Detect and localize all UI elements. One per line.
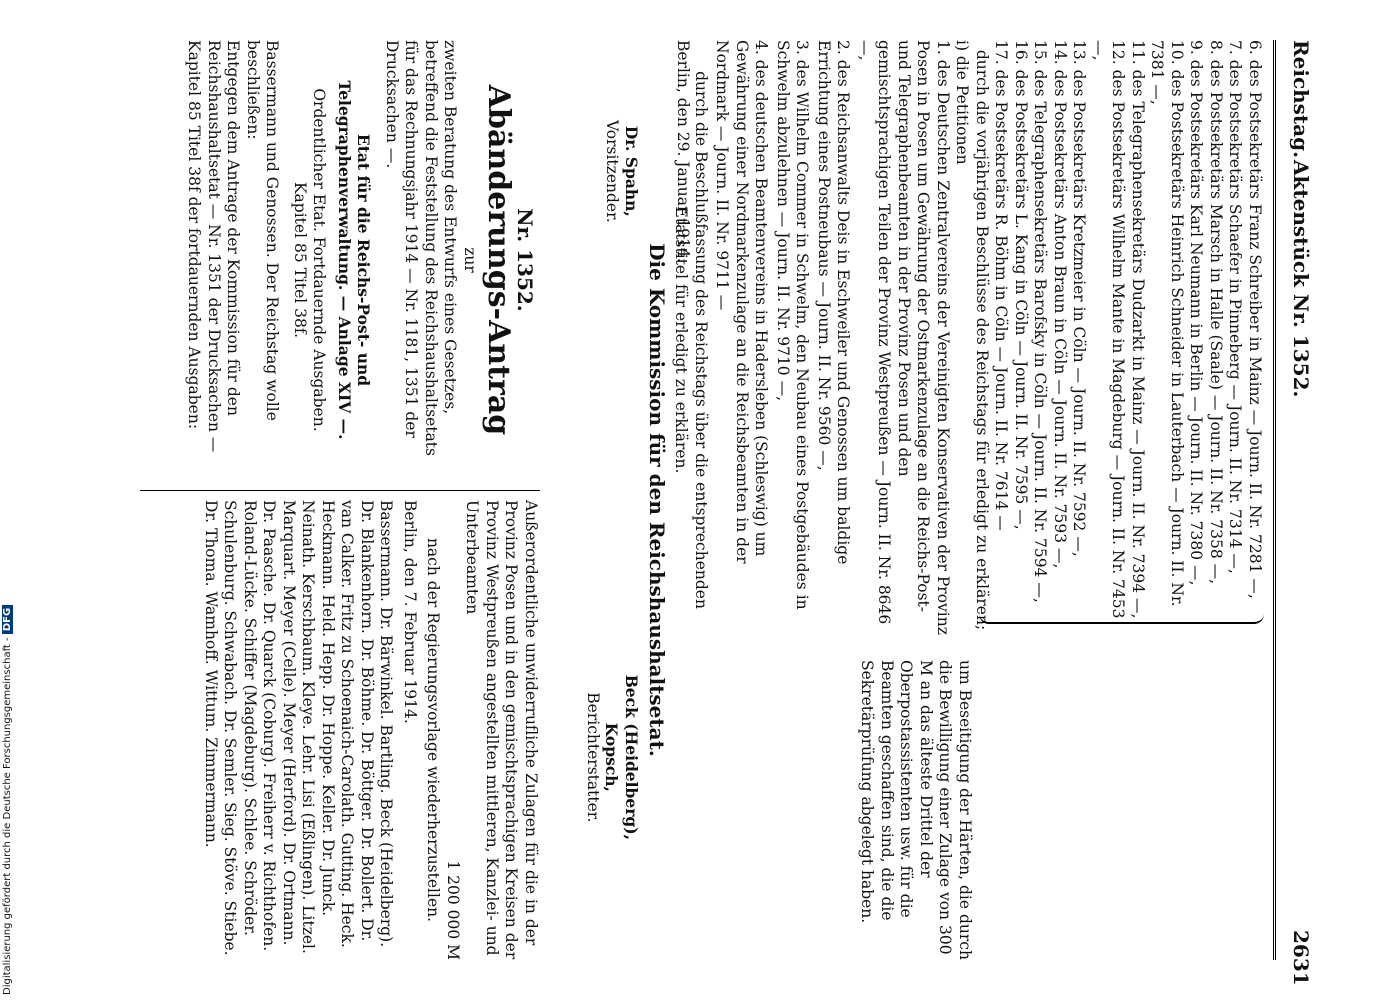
document-number: Nr. 1352. (513, 208, 537, 312)
reporter-name: Beck (Heidelberg), (622, 674, 641, 840)
kapitel-heading: Kapitel 85 Titel 38f. (291, 181, 309, 339)
chair-role: Vorsitzender. (603, 120, 622, 223)
footer-strip (0, 0, 18, 1000)
header-title: Aktenstück Nr. 1352. (1289, 160, 1313, 398)
amendment-right (201, 500, 541, 960)
header-rule (1273, 40, 1276, 960)
list-item: 7. des Postsekretärs Schaefer in Pinneberg — Journ. II. Nr. 7314 —, (1226, 40, 1245, 574)
column-right (857, 660, 1264, 960)
zur-label: zur (461, 247, 479, 273)
list-item: 4. des deutschen Beamtenvereins in Hadersleben (Schleswig) um Gewährung einer Nordmarkenzulage an die Reichsbeamten in der Nordmark — Journ. II. Nr. 9711 — (713, 40, 771, 564)
date-2: Berlin, den 7. Februar 1914. (401, 500, 419, 724)
page-header (1280, 40, 1313, 1000)
intro-text: zweiten Beratung des Entwurfs eines Gesetzes, betreffend die Feststellung des Reichshaushaltsetats für das Rechnungsjahr 1914 — Nr. 1181, 1351 der Drucksachen —. (383, 40, 460, 456)
list-item: 10. des Postsekretärs Heinrich Schneider in Lauterbach — Journ. II. Nr. 7381 —, (1148, 40, 1186, 607)
list-item: 9. des Postsekretärs Karl Neumann in Berlin — Journ. II. Nr. 7380 —, (1187, 40, 1206, 586)
document-page (20, 0, 1320, 1000)
chair-name: Dr. Spahn, (622, 125, 641, 217)
entgegen-text: Entgegen dem Antrage der Kommission für den Reichshaushaltsetat — Nr. 1351 der Drucksachen — Kapitel 85 Titel 38f der fortdauernden Ausgaben: (185, 40, 243, 453)
regierung-text: nach der Regierungsvorlage wiederherzustellen. (424, 537, 443, 923)
list-close: durch die vorjährigen Beschlüsse des Reichstags für erledigt zu erklären; (973, 49, 991, 631)
date-1: Berlin, den 29. Januar 1914. (674, 40, 692, 263)
list-item: 12. des Postsekretärs Wilhelm Mante in Magdeburg — Journ. II. Nr. 7453 —, (1090, 40, 1128, 619)
amendment-left (184, 40, 540, 480)
list-item: 1. des Deutschen Zentralvereins der Vereinigten Konservativen der Provinz Posen in Posen um Gewährung der Ostmarkenzulage an die Reichs-Post- und Telegraphenbeamten in der Provinz Posen und den gemischtsprachigen Teilen der Provinz Westpreußen — Journ. II. Nr. 8646 —, (856, 40, 952, 635)
list-item: 11. des Telegraphensekretärs Dudzarkt in Mainz — Journ. II. Nr. 7394 —, (1129, 40, 1147, 619)
list-brace (979, 612, 1264, 624)
amount: 1 200 000 M (444, 860, 462, 960)
document-title: Abänderungs-Antrag (481, 84, 517, 436)
list-item: 15. des Telegraphensekretärs Barofsky in Cöln — Journ. II. Nr. 7594 —, (1031, 40, 1050, 603)
list-item: 2. des Reichsanwalts Deis in Eschweiler und Genossen um baldige Errichtung eines Postneubaus — Journ. II. Nr. 9560 —, (815, 40, 853, 565)
petitions-close: durch die Beschlußfassung des Reichstags über die entsprechenden Etatstitel für erledigt zu erklären. (672, 71, 710, 609)
list-item: 14. des Postsekretärs Anton Braun in Cöln — Journ. II. Nr. 7593 —, (1051, 40, 1069, 569)
petitions-intro: i) die Petitionen (953, 40, 972, 165)
column-left (671, 40, 1264, 640)
list-item: 13. des Postsekretärs Kretzmeier in Cöln — Journ. II. Nr. 7592 —, (1070, 40, 1089, 557)
list-item: 8. des Postsekretärs Marsch in Halle (Saale) — Journ. II. Nr. 7358 —, (1207, 40, 1225, 585)
list-item: 16. des Postsekretärs L. Kang in Cöln — Journ. II. Nr. 7595 —, (1012, 40, 1030, 530)
signers-list: Bassermann. Dr. Bärwinkel. Bartling. Beck (Heidelberg). Dr. Blankenhorn. Dr. Böhme. Dr. Böttger. Dr. Bollert. Dr. van Calker. Fritz zu Schoenaich-Carolath. Gutting. Heck. Heckmann. Held. Hepp. Dr. Hoppe. Keller. Dr. Junck. Neinath. Kerschbaum. Kleye. Lehr. Lisi (Eßlingen). Litzel. Marquart. Meyer (Celle). Meyer (Herford). Dr. Ortmann. Dr. Paasche. Dr. Quarck (Coburg). Freiherr v. Richthofen. Roland-Lücke. Schiffer (Magdeburg). Schlee. Schröder. Schulenburg. Schwabach. Dr. Semler. Sieg. Stöve. Stiebe. Dr. Thoma. Wamhoff. Wittum. Zimmermann. (202, 500, 396, 956)
bassermann-text: Bassermann und Genossen. Der Reichstag wolle beschließen: (244, 40, 282, 421)
petitions-list (712, 40, 952, 640)
footer-text: Digitalisierung gefördert durch die Deutsche Forschungsgemeinschaft - (2, 637, 13, 995)
commission-block (583, 40, 693, 960)
reporter-role: Berichterstatter. (584, 692, 602, 823)
reporter-name-2: Kopsch, (602, 722, 622, 792)
page-number: 2631 (1289, 930, 1313, 986)
header-left: Reichstag. (1289, 40, 1313, 159)
list-item: 6. des Postsekretärs Franz Schreiber in Mainz — Journ. II. Nr. 7281 —, (1246, 40, 1264, 599)
list-item: 3. des Wilhelm Commer in Schwelm, den Neubau eines Postgebäudes in Schwelm abzulehnen — Journ. II. Nr. 9710 —, (774, 40, 812, 610)
zulagen-text: Außerordentliche unwiderrufliche Zulagen für die in der Provinz Posen und in den gemischtsprachigen Kreisen der Provinz Westpreußen angestellten mittleren, Kanzlei- und Unterbeamten (463, 500, 540, 960)
dfg-logo: DFG (2, 605, 13, 634)
list-item: 17. des Postsekretärs R. Böhm in Cöln — Journ. II. Nr. 7614 — (992, 40, 1011, 531)
petitioner-list (991, 40, 1264, 640)
commission-title: Die Kommission für den Reichshaushaltsetat. (645, 243, 670, 757)
brace-text: um Beseitigung der Härten, die durch die Bewilligung einer Zulage von 300 M an das älteste Drittel der Oberpostassistenten usw. für die Beamten geschaffen sind, die die Sekretärprüfung abgelegt haben. (858, 660, 974, 960)
column-divider (140, 490, 540, 491)
ordentlicher-etat: Ordentlicher Etat. Fortdauernde Ausgaben. (310, 88, 329, 432)
etat-heading: Etat für die Reichs-Post- und Telegraphenverwaltung. — Anlage XIV —. (335, 80, 374, 440)
